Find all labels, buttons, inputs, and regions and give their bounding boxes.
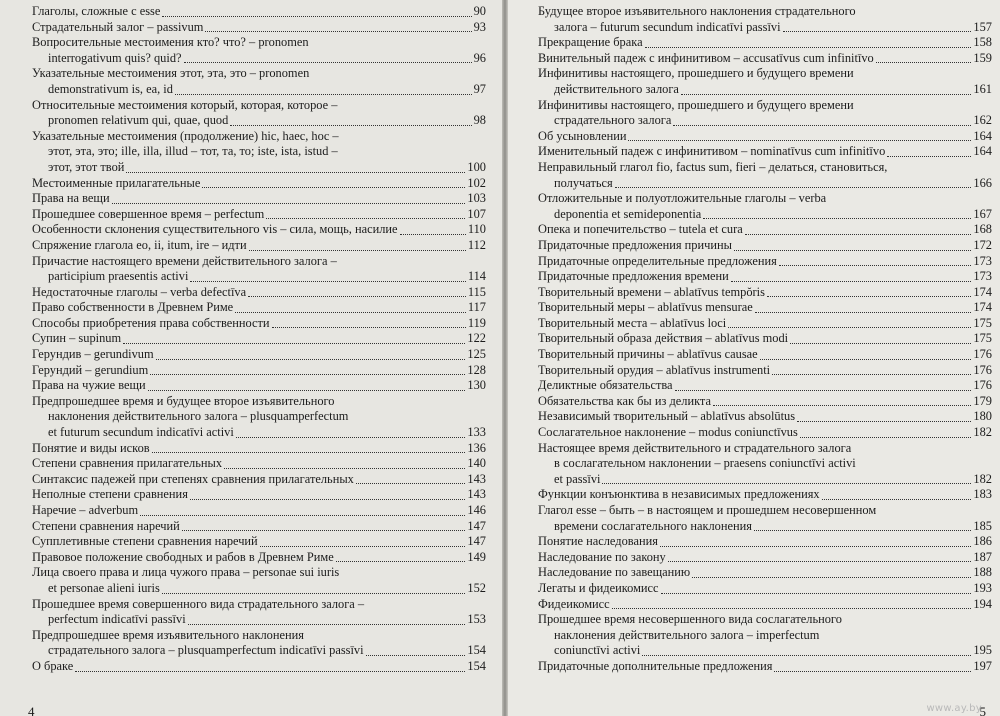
toc-entry-text: получаться xyxy=(554,175,613,190)
toc-page-number: 149 xyxy=(467,549,486,564)
toc-entry xyxy=(32,534,486,550)
toc-page-number: 175 xyxy=(973,315,992,330)
toc-entry-text: Творительный образа действия – ablatīvus modi xyxy=(538,331,789,346)
dot-leader xyxy=(356,483,466,484)
toc-entry xyxy=(538,300,992,316)
toc-entry-text: demonstrativum is, ea, id xyxy=(48,81,173,96)
toc-entry xyxy=(538,581,992,597)
toc-entry xyxy=(538,441,992,488)
toc-entry-text: Правовое положение свободных и рабов в Древнем Риме xyxy=(32,549,334,564)
toc-page-number: 114 xyxy=(467,269,486,284)
toc-entry xyxy=(32,316,486,332)
toc-entry-text: Прекращение брака xyxy=(538,35,643,50)
toc-entry-text: Творительный орудия – ablatīvus instrumenti xyxy=(538,362,771,377)
toc-entry xyxy=(538,191,992,222)
toc-entry-text: Прошедшее совершенное время – perfectum xyxy=(32,206,265,221)
toc-page-number: 119 xyxy=(467,315,486,330)
toc-page-number: 136 xyxy=(467,440,486,455)
toc-entry-text: Именительный падеж с инфинитивом – nominatīvus cum infinitīvo xyxy=(538,144,886,159)
toc-page-number: 176 xyxy=(973,347,992,362)
toc-entry xyxy=(538,534,992,550)
dot-leader xyxy=(760,359,972,360)
dot-leader xyxy=(673,125,971,126)
dot-leader xyxy=(156,359,466,360)
toc-page-number: 158 xyxy=(973,35,992,50)
toc-entry xyxy=(538,565,992,581)
toc-entry-text: Винительный падеж с инфинитивом – accusatīvus cum infinitīvo xyxy=(538,50,874,65)
toc-entry-text: Наследование по завещанию xyxy=(538,565,691,580)
toc-entry-text: Местоименные прилагательные xyxy=(32,175,201,190)
toc-entry-text: Понятие и виды исков xyxy=(32,440,150,455)
toc-entry xyxy=(538,394,992,410)
toc-entry-text: et personae alieni iuris xyxy=(48,580,160,595)
toc-page-number: 103 xyxy=(467,191,486,206)
toc-entry-text: Прошедшее время несовершенного вида сослагательного xyxy=(538,612,842,627)
watermark: www.ay.by xyxy=(926,703,982,714)
toc-page-number: 100 xyxy=(467,159,486,174)
dot-leader xyxy=(661,593,972,594)
toc-entry xyxy=(32,394,486,441)
toc-entry xyxy=(538,51,992,67)
toc-entry xyxy=(538,285,992,301)
toc-page-number: 97 xyxy=(473,81,486,96)
toc-entry-text: О браке xyxy=(32,658,74,673)
dot-leader xyxy=(366,655,466,656)
toc-entry-text: этот, этот твой xyxy=(48,159,125,174)
toc-entry xyxy=(32,254,486,285)
toc-page-number: 172 xyxy=(973,237,992,252)
toc-page-number: 164 xyxy=(973,144,992,159)
toc-entry xyxy=(32,472,486,488)
toc-entry-text: Придаточные дополнительные предложения xyxy=(538,658,773,673)
toc-page-number: 185 xyxy=(973,518,992,533)
toc-entry-text: действительного залога xyxy=(554,81,679,96)
toc-entry-text: Творительный причины – ablatīvus causae xyxy=(538,347,758,362)
toc-entry-text: Способы приобретения права собственности xyxy=(32,315,270,330)
toc-entry xyxy=(538,222,992,238)
toc-entry-text: participium praesentis activi xyxy=(48,269,189,284)
toc-entry xyxy=(32,487,486,503)
dot-leader xyxy=(248,296,466,297)
dot-leader xyxy=(190,499,466,500)
toc-entry xyxy=(538,238,992,254)
toc-entry-text: Степени сравнения наречий xyxy=(32,518,180,533)
toc-page-number: 179 xyxy=(973,393,992,408)
toc-entry-text: наклонения действительного залога – plusquamperfectum xyxy=(48,409,349,424)
dot-leader xyxy=(779,265,972,266)
dot-leader xyxy=(728,327,971,328)
dot-leader xyxy=(266,218,465,219)
toc-entry-text: Особенности склонения существительного vis – сила, мощь, насилие xyxy=(32,222,398,237)
dot-leader xyxy=(602,483,971,484)
toc-page-number: 168 xyxy=(973,222,992,237)
toc-entry xyxy=(32,441,486,457)
dot-leader xyxy=(202,187,465,188)
toc-page-number: 115 xyxy=(467,284,486,299)
toc-entry xyxy=(538,378,992,394)
toc-page-number: 140 xyxy=(467,456,486,471)
toc-page-number: 154 xyxy=(467,658,486,673)
dot-leader xyxy=(184,62,472,63)
toc-entry xyxy=(538,35,992,51)
toc-page-number: 147 xyxy=(467,534,486,549)
toc-entry xyxy=(32,207,486,223)
toc-page-number: 180 xyxy=(973,409,992,424)
toc-page-number: 128 xyxy=(467,362,486,377)
toc-entry xyxy=(32,378,486,394)
toc-entry xyxy=(32,347,486,363)
toc-entry xyxy=(32,597,486,628)
toc-entry xyxy=(538,550,992,566)
dot-leader xyxy=(230,125,471,126)
toc-page-number: 133 xyxy=(467,425,486,440)
dot-leader xyxy=(162,593,466,594)
toc-entry-text: Права на чужие вещи xyxy=(32,378,146,393)
toc-entry-text: Права на вещи xyxy=(32,191,110,206)
toc-entry-text: Предпрошедшее время изъявительного наклонения xyxy=(32,627,304,642)
toc-page-number: 122 xyxy=(467,331,486,346)
toc-page-number: 174 xyxy=(973,300,992,315)
dot-leader xyxy=(260,546,466,547)
toc-entry-text: Инфинитивы настоящего, прошедшего и будущего времени xyxy=(538,66,854,81)
toc-entry-text: Лица своего права и лица чужого права – personae sui iuris xyxy=(32,565,340,580)
dot-leader xyxy=(703,218,971,219)
toc-entry-text: Синтаксис падежей при степенях сравнения прилагательных xyxy=(32,471,354,486)
dot-leader xyxy=(692,577,971,578)
dot-leader xyxy=(713,405,971,406)
toc-page-number: 174 xyxy=(973,284,992,299)
toc-page-number: 130 xyxy=(467,378,486,393)
toc-page-number: 107 xyxy=(467,206,486,221)
toc-page-number: 164 xyxy=(973,128,992,143)
toc-page-number: 125 xyxy=(467,347,486,362)
toc-page-number: 188 xyxy=(973,565,992,580)
toc-entry xyxy=(32,66,486,97)
toc-entry-text: et passīvi xyxy=(554,471,601,486)
toc-page-number: 176 xyxy=(973,378,992,393)
toc-entry-text: Легаты и фидеикомисс xyxy=(538,580,659,595)
toc-entry xyxy=(32,550,486,566)
toc-entry xyxy=(538,659,992,675)
toc-entry xyxy=(32,300,486,316)
toc-entry-text: Неправильный глагол fio, factus sum, fieri – делаться, становиться, xyxy=(538,159,888,174)
toc-entry xyxy=(32,238,486,254)
toc-entry-text: Глаголы, сложные с esse xyxy=(32,4,161,18)
dot-leader xyxy=(152,452,466,453)
toc-entry xyxy=(32,4,486,20)
toc-page-number: 157 xyxy=(973,19,992,34)
toc-entry xyxy=(538,98,992,129)
toc-entry xyxy=(538,331,992,347)
toc-entry xyxy=(32,176,486,192)
toc-entry-text: Отложительные и полуотложительные глаголы – verba xyxy=(538,191,827,206)
toc-list-right xyxy=(538,4,992,675)
dot-leader xyxy=(681,94,971,95)
toc-page-number: 153 xyxy=(467,612,486,627)
toc-page-number: 102 xyxy=(467,175,486,190)
toc-entry-text: Степени сравнения прилагательных xyxy=(32,456,223,471)
dot-leader xyxy=(754,530,971,531)
toc-entry xyxy=(538,144,992,160)
dot-leader xyxy=(774,671,971,672)
toc-entry-text: interrogativum quis? quid? xyxy=(48,50,182,65)
toc-entry xyxy=(538,316,992,332)
toc-entry xyxy=(538,269,992,285)
toc-entry-text: наклонения действительного залога – imperfectum xyxy=(554,627,820,642)
toc-entry-text: deponentia et semideponentia xyxy=(554,206,702,221)
toc-entry xyxy=(32,285,486,301)
toc-page-number: 183 xyxy=(973,487,992,502)
toc-page-number: 182 xyxy=(973,471,992,486)
dot-leader xyxy=(675,390,972,391)
toc-page-number: 182 xyxy=(973,425,992,440)
toc-entry-text: Творительный меры – ablatīvus mensurae xyxy=(538,300,753,315)
toc-entry xyxy=(32,331,486,347)
toc-entry-text: Предпрошедшее время и будущее второе изъявительного xyxy=(32,393,335,408)
dot-leader xyxy=(188,624,466,625)
dot-leader xyxy=(731,281,972,282)
toc-page-number: 166 xyxy=(973,175,992,190)
toc-page-number: 93 xyxy=(473,19,486,34)
dot-leader xyxy=(205,31,471,32)
dot-leader xyxy=(190,281,465,282)
dot-leader xyxy=(876,62,972,63)
dot-leader xyxy=(123,343,465,344)
toc-entry-text: Относительные местоимения который, которая, которое – xyxy=(32,97,338,112)
dot-leader xyxy=(140,515,465,516)
dot-leader xyxy=(615,187,972,188)
dot-leader xyxy=(797,421,971,422)
dot-leader xyxy=(767,296,972,297)
toc-entry-text: Творительный места – ablatīvus loci xyxy=(538,315,727,330)
toc-entry xyxy=(32,363,486,379)
toc-entry-text: Недостаточные глаголы – verba defectīva xyxy=(32,284,247,299)
toc-entry-text: Независимый творительный – ablatīvus absolūtus xyxy=(538,409,796,424)
toc-entry-text: Придаточные предложения причины xyxy=(538,237,732,252)
toc-entry-text: Указательные местоимения (продолжение) hic, haec, hoc – xyxy=(32,128,339,143)
toc-entry-text: Фидеикомисс xyxy=(538,596,610,611)
toc-page-number: 197 xyxy=(973,658,992,673)
toc-entry xyxy=(32,191,486,207)
toc-entry xyxy=(32,20,486,36)
toc-entry xyxy=(32,129,486,176)
toc-entry-text: Герундий – gerundium xyxy=(32,362,149,377)
toc-entry-text: Причастие настоящего времени действительного залога – xyxy=(32,253,337,268)
toc-entry-text: Супплетивные степени сравнения наречий xyxy=(32,534,258,549)
dot-leader xyxy=(612,608,972,609)
toc-entry-text: Об усыновлении xyxy=(538,128,627,143)
toc-entry-text: этот, эта, это; ille, illa, illud – тот, та, то; iste, ista, istud – xyxy=(48,144,338,159)
dot-leader xyxy=(628,140,971,141)
dot-leader xyxy=(272,327,466,328)
dot-leader xyxy=(642,655,971,656)
dot-leader xyxy=(150,374,465,375)
toc-page-number: 194 xyxy=(973,596,992,611)
toc-page-number: 112 xyxy=(467,237,486,252)
toc-entry-text: Герундив – gerundivum xyxy=(32,347,154,362)
toc-page-number: 96 xyxy=(473,50,486,65)
toc-entry-text: et futurum secundum indicatīvi activi xyxy=(48,425,234,440)
toc-page-number: 186 xyxy=(973,534,992,549)
toc-entry xyxy=(32,222,486,238)
toc-entry-text: Неполные степени сравнения xyxy=(32,487,188,502)
toc-entry-text: Страдательный залог – passivum xyxy=(32,19,204,34)
toc-page-number: 173 xyxy=(973,253,992,268)
dot-leader xyxy=(887,156,971,157)
dot-leader xyxy=(148,390,466,391)
dot-leader xyxy=(745,234,972,235)
toc-page-number: 162 xyxy=(973,113,992,128)
toc-page-number: 176 xyxy=(973,362,992,377)
dot-leader xyxy=(755,312,972,313)
toc-entry xyxy=(538,612,992,659)
toc-page-number: 175 xyxy=(973,331,992,346)
dot-leader xyxy=(112,203,466,204)
toc-page-number: 161 xyxy=(973,81,992,96)
dot-leader xyxy=(236,437,466,438)
toc-entry-text: времени сослагательного наклонения xyxy=(554,518,752,533)
toc-page-number: 193 xyxy=(973,580,992,595)
toc-entry-text: залога – futurum secundum indicatīvi passīvi xyxy=(554,19,781,34)
dot-leader xyxy=(822,499,972,500)
toc-page-number: 110 xyxy=(467,222,486,237)
toc-entry xyxy=(538,487,992,503)
toc-entry xyxy=(538,347,992,363)
toc-entry-text: Настоящее время действительного и страдательного залога xyxy=(538,440,852,455)
toc-entry-text: Право собственности в Древнем Риме xyxy=(32,300,234,315)
toc-page-number: 152 xyxy=(467,580,486,595)
dot-leader xyxy=(645,47,972,48)
dot-leader xyxy=(162,16,471,17)
page-number-left: 4 xyxy=(28,704,35,716)
dot-leader xyxy=(734,250,971,251)
toc-entry-text: Творительный времени – ablatīvus tempŏris xyxy=(538,284,765,299)
dot-leader xyxy=(772,374,971,375)
dot-leader xyxy=(660,546,971,547)
toc-entry xyxy=(538,409,992,425)
toc-entry-text: Деликтные обязательства xyxy=(538,378,673,393)
toc-entry xyxy=(32,519,486,535)
toc-entry xyxy=(538,129,992,145)
toc-entry xyxy=(538,4,992,35)
toc-entry-text: Наследование по закону xyxy=(538,549,666,564)
toc-entry xyxy=(538,66,992,97)
toc-page-number: 173 xyxy=(973,269,992,284)
toc-entry-text: coniunctīvi activi xyxy=(554,643,641,658)
page-number-right: 5 xyxy=(979,704,986,716)
toc-entry xyxy=(32,98,486,129)
toc-entry-text: Обязательства как бы из деликта xyxy=(538,393,712,408)
toc-list-left xyxy=(32,4,486,675)
toc-entry-text: в сослагательном наклонении – praesens coniunctīvi activi xyxy=(554,456,856,471)
toc-entry-text: Будущее второе изъявительного наклонения страдательного xyxy=(538,4,856,18)
toc-page-number: 147 xyxy=(467,518,486,533)
toc-entry xyxy=(32,456,486,472)
toc-entry-text: pronomen relativum qui, quae, quod xyxy=(48,113,229,128)
toc-entry xyxy=(538,503,992,534)
toc-entry-text: Наречие – adverbum xyxy=(32,503,139,517)
right-page xyxy=(508,0,1000,716)
toc-page-number: 146 xyxy=(467,503,486,517)
dot-leader xyxy=(182,530,466,531)
dot-leader xyxy=(126,172,465,173)
toc-entry-text: Придаточные предложения времени xyxy=(538,269,729,284)
toc-entry xyxy=(538,597,992,613)
toc-entry-text: Супин – supinum xyxy=(32,331,122,346)
dot-leader xyxy=(224,468,465,469)
toc-entry xyxy=(538,254,992,270)
dot-leader xyxy=(249,250,466,251)
toc-entry-text: Опека и попечительство – tutela et cura xyxy=(538,222,743,237)
toc-entry-text: Вопросительные местоимения кто? что? – pronomen xyxy=(32,35,309,50)
toc-entry xyxy=(32,628,486,659)
toc-entry-text: страдательного залога – plusquamperfectum indicatīvi passīvi xyxy=(48,643,364,658)
dot-leader xyxy=(336,561,466,562)
toc-entry-text: Глагол esse – быть – в настоящем и прошедшем несовершенном xyxy=(538,503,877,517)
toc-entry xyxy=(32,503,486,519)
dot-leader xyxy=(783,31,972,32)
toc-entry-text: Спряжение глагола eo, ii, itum, ire – идти xyxy=(32,237,247,252)
toc-page-number: 154 xyxy=(467,643,486,658)
toc-entry xyxy=(538,425,992,441)
toc-page-number: 167 xyxy=(973,206,992,221)
dot-leader xyxy=(75,671,465,672)
toc-entry-text: Прошедшее время совершенного вида страдательного залога – xyxy=(32,596,365,611)
toc-entry-text: perfectum indicatīvi passīvi xyxy=(48,612,186,627)
toc-entry-text: страдательного залога xyxy=(554,113,672,128)
dot-leader xyxy=(175,94,472,95)
toc-page-number: 143 xyxy=(467,471,486,486)
dot-leader xyxy=(790,343,971,344)
dot-leader xyxy=(235,312,466,313)
toc-page-number: 187 xyxy=(973,549,992,564)
toc-page-number: 159 xyxy=(973,50,992,65)
toc-entry xyxy=(32,659,486,675)
toc-entry-text: Понятие наследования xyxy=(538,534,658,549)
toc-page-number: 195 xyxy=(973,643,992,658)
toc-entry xyxy=(32,35,486,66)
toc-entry-text: Указательные местоимения этот, эта, это – pronomen xyxy=(32,66,310,81)
toc-entry xyxy=(32,565,486,596)
toc-page-number: 90 xyxy=(473,4,486,18)
toc-page-number: 143 xyxy=(467,487,486,502)
toc-page-number: 117 xyxy=(467,300,486,315)
toc-entry xyxy=(538,160,992,191)
dot-leader xyxy=(800,437,972,438)
toc-entry-text: Придаточные определительные предложения xyxy=(538,253,777,268)
toc-entry-text: Инфинитивы настоящего, прошедшего и будущего времени xyxy=(538,97,854,112)
dot-leader xyxy=(668,561,972,562)
toc-page-number: 98 xyxy=(473,113,486,128)
toc-entry-text: Функции конъюнктива в независимых предложениях xyxy=(538,487,820,502)
dot-leader xyxy=(400,234,466,235)
toc-entry-text: Сослагательное наклонение – modus coniunctīvus xyxy=(538,425,798,440)
toc-entry xyxy=(538,363,992,379)
